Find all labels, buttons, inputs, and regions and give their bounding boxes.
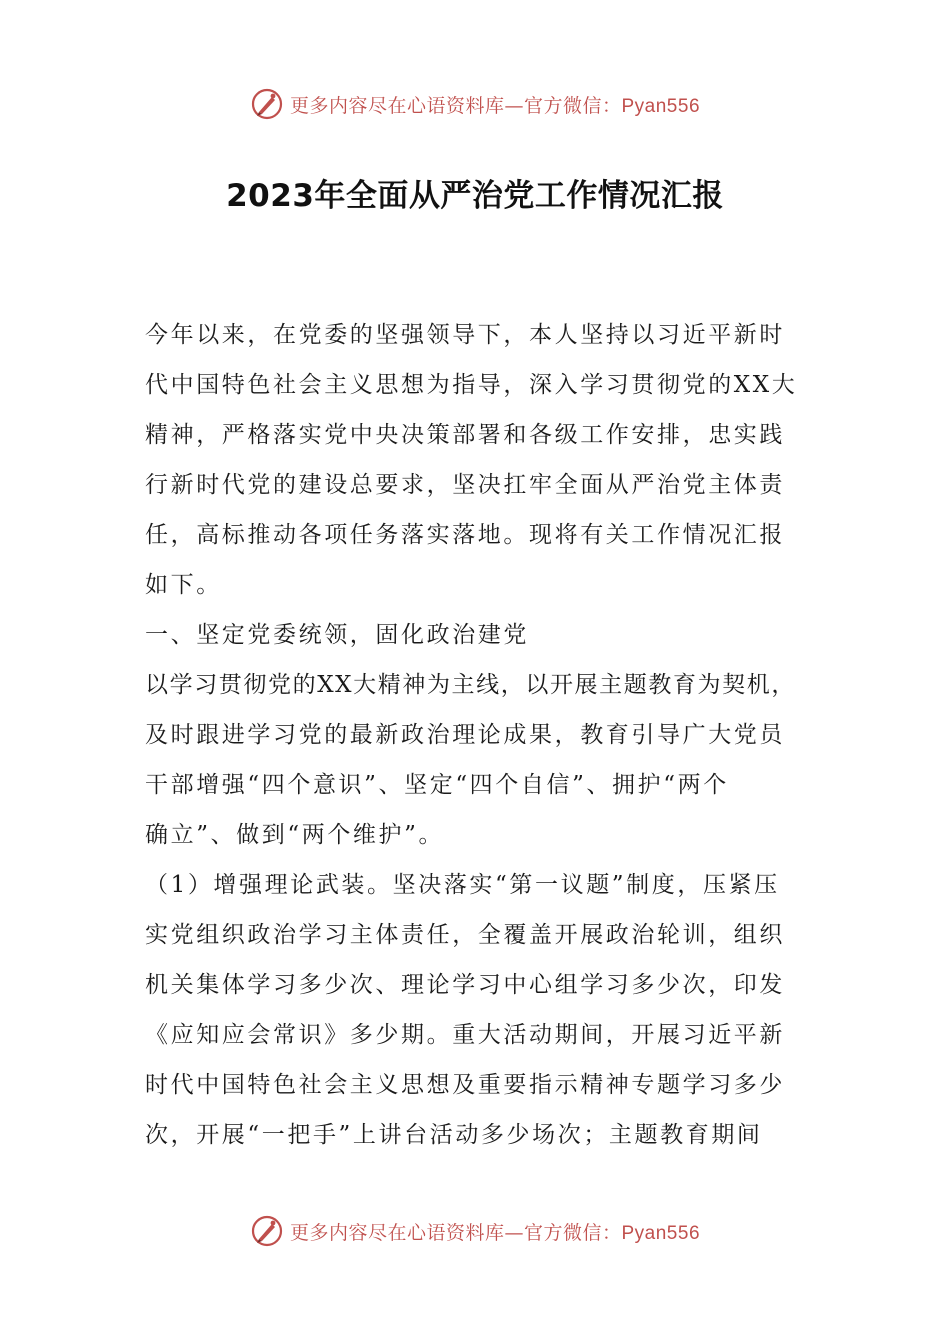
body-line: 以学习贯彻党的XX大精神为主线，以开展主题教育为契机， [145,672,796,698]
body-line: 如下。 [145,572,222,598]
body-line: 行新时代党的建设总要求，坚决扛牢全面从严治党主体责 [145,472,785,498]
document-title: 2023年全面从严治党工作情况汇报 [226,178,724,214]
watermark-wechat-id: Pyan556 [621,1222,701,1244]
watermark-wechat-id: Pyan556 [621,95,701,117]
document-body [145,310,811,1160]
body-line: 今年以来，在党委的坚强领导下，本人坚持以习近平新时 [145,322,785,348]
body-line: 《应知应会常识》多少期。重大活动期间，开展习近平新 [145,1022,785,1048]
body-line: 次，开展“一把手”上讲台活动多少场次；主题教育期间 [145,1122,763,1148]
body-line: 时代中国特色社会主义思想及重要指示精神专题学习多少 [145,1072,785,1098]
body-line: 实党组织政治学习主体责任，全覆盖开展政治轮训，组织 [145,922,785,948]
body-line: 代中国特色社会主义思想为指导，深入学习贯彻党的XX大 [145,372,798,398]
body-line: 机关集体学习多少次、理论学习中心组学习多少次，印发 [145,972,785,998]
section-heading: 一、坚定党委统领，固化政治建党 [145,622,529,648]
body-line: 干部增强“四个意识”、坚定“四个自信”、拥护“两个 [145,772,729,798]
footer-watermark [0,1211,950,1251]
body-line: （1）增强理论武装。坚决落实“第一议题”制度，压紧压 [145,872,780,898]
pen-nib-logo-icon [250,87,284,121]
body-line: 及时跟进学习党的最新政治理论成果，教育引导广大党员 [145,722,785,748]
body-line: 确立”、做到“两个维护”。 [145,822,445,848]
watermark-text: 更多内容尽在心语资料库—官方微信：Pyan556 [289,94,701,117]
body-line: 精神，严格落实党中央决策部署和各级工作安排，忠实践 [145,422,785,448]
body-line: 任，高标推动各项任务落实落地。现将有关工作情况汇报 [145,522,785,548]
watermark-text: 更多内容尽在心语资料库—官方微信：Pyan556 [289,1221,701,1244]
header-watermark [0,84,950,124]
pen-nib-logo-icon [250,1214,284,1248]
